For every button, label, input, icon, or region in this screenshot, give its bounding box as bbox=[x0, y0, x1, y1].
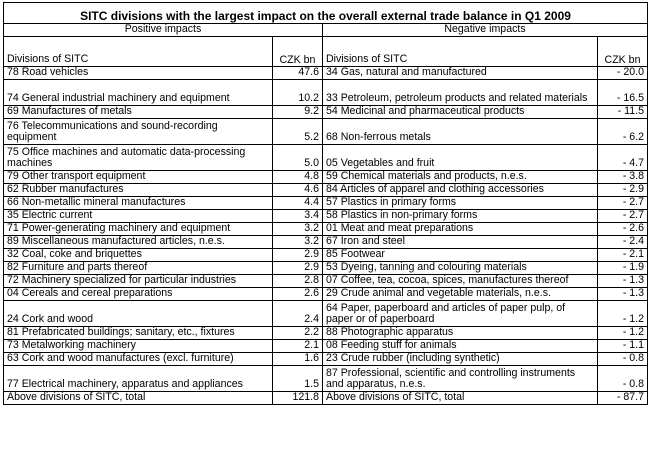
negative-division-value: - 2.9 bbox=[598, 184, 648, 197]
table-row bbox=[4, 275, 648, 288]
negative-division-value: - 3.8 bbox=[598, 171, 648, 184]
table-row bbox=[4, 301, 648, 327]
positive-division-label: 89 Miscellaneous manufactured articles, n.e.s. bbox=[4, 236, 273, 249]
table-row bbox=[4, 353, 648, 366]
negative-division-value: - 1.9 bbox=[598, 262, 648, 275]
table-row bbox=[4, 262, 648, 275]
table-row bbox=[4, 106, 648, 119]
positive-division-label: 71 Power-generating machinery and equipment bbox=[4, 223, 273, 236]
negative-division-value: - 6.2 bbox=[598, 119, 648, 145]
negative-division-label: 34 Gas, natural and manufactured bbox=[323, 67, 598, 80]
negative-division-value: - 20.0 bbox=[598, 67, 648, 80]
positive-division-label: 35 Electric current bbox=[4, 210, 273, 223]
negative-total-value: - 87.7 bbox=[598, 392, 648, 405]
negative-division-label: 54 Medicinal and pharmaceutical products bbox=[323, 106, 598, 119]
negative-division-value: - 0.8 bbox=[598, 366, 648, 392]
positive-division-label: 69 Manufactures of metals bbox=[4, 106, 273, 119]
positive-division-value: 2.1 bbox=[273, 340, 323, 353]
negative-divisions-header: Divisions of SITC bbox=[323, 37, 598, 67]
negative-division-label: 07 Coffee, tea, cocoa, spices, manufactures thereof bbox=[323, 275, 598, 288]
table-row bbox=[4, 80, 648, 106]
positive-division-label: 82 Furniture and parts thereof bbox=[4, 262, 273, 275]
positive-division-value: 5.0 bbox=[273, 145, 323, 171]
negative-total-label: Above divisions of SITC, total bbox=[323, 392, 598, 405]
negative-division-value: - 2.4 bbox=[598, 236, 648, 249]
negative-division-value: - 1.2 bbox=[598, 327, 648, 340]
positive-division-value: 3.2 bbox=[273, 236, 323, 249]
positive-division-value: 4.4 bbox=[273, 197, 323, 210]
positive-division-label: 24 Cork and wood bbox=[4, 301, 273, 327]
negative-division-value: - 4.7 bbox=[598, 145, 648, 171]
positive-division-value: 3.4 bbox=[273, 210, 323, 223]
positive-division-label: 04 Cereals and cereal preparations bbox=[4, 288, 273, 301]
positive-division-value: 2.6 bbox=[273, 288, 323, 301]
negative-division-label: 29 Crude animal and vegetable materials, n.e.s. bbox=[323, 288, 598, 301]
table-row bbox=[4, 171, 648, 184]
positive-impacts-heading: Positive impacts bbox=[4, 24, 323, 37]
positive-division-value: 5.2 bbox=[273, 119, 323, 145]
negative-division-label: 59 Chemical materials and products, n.e.s. bbox=[323, 171, 598, 184]
negative-division-value: - 1.1 bbox=[598, 340, 648, 353]
trade-balance-table bbox=[3, 2, 648, 405]
positive-division-value: 2.2 bbox=[273, 327, 323, 340]
negative-division-label: 57 Plastics in primary forms bbox=[323, 197, 598, 210]
positive-division-label: 81 Prefabricated buildings; sanitary, etc., fixtures bbox=[4, 327, 273, 340]
positive-total-value: 121.8 bbox=[273, 392, 323, 405]
negative-division-value: - 2.7 bbox=[598, 197, 648, 210]
positive-division-label: 62 Rubber manufactures bbox=[4, 184, 273, 197]
positive-division-value: 2.9 bbox=[273, 249, 323, 262]
negative-division-label: 01 Meat and meat preparations bbox=[323, 223, 598, 236]
negative-unit-header: CZK bn bbox=[598, 37, 648, 67]
positive-division-value: 2.4 bbox=[273, 301, 323, 327]
positive-division-value: 1.5 bbox=[273, 366, 323, 392]
positive-division-label: 32 Coal, coke and briquettes bbox=[4, 249, 273, 262]
negative-division-label: 53 Dyeing, tanning and colouring materials bbox=[323, 262, 598, 275]
negative-division-value: - 16.5 bbox=[598, 80, 648, 106]
positive-division-value: 2.8 bbox=[273, 275, 323, 288]
negative-division-label: 33 Petroleum, petroleum products and related materials bbox=[323, 80, 598, 106]
table-row bbox=[4, 223, 648, 236]
positive-division-value: 47.6 bbox=[273, 67, 323, 80]
positive-division-value: 4.6 bbox=[273, 184, 323, 197]
table-title: SITC divisions with the largest impact on the overall external trade balance in Q1 2009 bbox=[4, 3, 648, 24]
negative-division-value: - 1.3 bbox=[598, 288, 648, 301]
positive-division-value: 1.6 bbox=[273, 353, 323, 366]
negative-division-value: - 11.5 bbox=[598, 106, 648, 119]
positive-total-label: Above divisions of SITC, total bbox=[4, 392, 273, 405]
positive-division-value: 10.2 bbox=[273, 80, 323, 106]
positive-division-value: 2.9 bbox=[273, 262, 323, 275]
positive-division-label: 72 Machinery specialized for particular industries bbox=[4, 275, 273, 288]
positive-division-value: 9.2 bbox=[273, 106, 323, 119]
negative-division-label: 05 Vegetables and fruit bbox=[323, 145, 598, 171]
table-row bbox=[4, 288, 648, 301]
table-row bbox=[4, 327, 648, 340]
total-row bbox=[4, 392, 648, 405]
table-row bbox=[4, 210, 648, 223]
negative-division-value: - 2.1 bbox=[598, 249, 648, 262]
positive-division-label: 74 General industrial machinery and equipment bbox=[4, 80, 273, 106]
positive-division-label: 79 Other transport equipment bbox=[4, 171, 273, 184]
table-row bbox=[4, 366, 648, 392]
table-row bbox=[4, 236, 648, 249]
table-row bbox=[4, 197, 648, 210]
table-row bbox=[4, 145, 648, 171]
positive-division-label: 73 Metalworking machinery bbox=[4, 340, 273, 353]
negative-impacts-heading: Negative impacts bbox=[323, 24, 648, 37]
negative-division-value: - 2.6 bbox=[598, 223, 648, 236]
negative-division-label: 64 Paper, paperboard and articles of paper pulp, of paper or of paperboard bbox=[323, 301, 598, 327]
table-row bbox=[4, 119, 648, 145]
table-row bbox=[4, 67, 648, 80]
positive-division-label: 76 Telecommunications and sound-recording equipment bbox=[4, 119, 273, 145]
positive-division-label: 75 Office machines and automatic data-processing machines bbox=[4, 145, 273, 171]
positive-unit-header: CZK bn bbox=[273, 37, 323, 67]
negative-division-value: - 1.2 bbox=[598, 301, 648, 327]
positive-division-value: 4.8 bbox=[273, 171, 323, 184]
negative-division-label: 85 Footwear bbox=[323, 249, 598, 262]
negative-division-value: - 1.3 bbox=[598, 275, 648, 288]
negative-division-value: - 2.7 bbox=[598, 210, 648, 223]
negative-division-label: 88 Photographic apparatus bbox=[323, 327, 598, 340]
table-row bbox=[4, 249, 648, 262]
negative-division-label: 84 Articles of apparel and clothing accessories bbox=[323, 184, 598, 197]
positive-division-label: 66 Non-metallic mineral manufactures bbox=[4, 197, 273, 210]
positive-division-value: 3.2 bbox=[273, 223, 323, 236]
positive-division-label: 78 Road vehicles bbox=[4, 67, 273, 80]
negative-division-value: - 0.8 bbox=[598, 353, 648, 366]
negative-division-label: 08 Feeding stuff for animals bbox=[323, 340, 598, 353]
table-row bbox=[4, 340, 648, 353]
negative-division-label: 87 Professional, scientific and controlling instruments and apparatus, n.e.s. bbox=[323, 366, 598, 392]
negative-division-label: 68 Non-ferrous metals bbox=[323, 119, 598, 145]
table-row bbox=[4, 184, 648, 197]
negative-division-label: 58 Plastics in non-primary forms bbox=[323, 210, 598, 223]
positive-division-label: 63 Cork and wood manufactures (excl. furniture) bbox=[4, 353, 273, 366]
positive-division-label: 77 Electrical machinery, apparatus and appliances bbox=[4, 366, 273, 392]
negative-division-label: 67 Iron and steel bbox=[323, 236, 598, 249]
negative-division-label: 23 Crude rubber (including synthetic) bbox=[323, 353, 598, 366]
positive-divisions-header: Divisions of SITC bbox=[4, 37, 273, 67]
